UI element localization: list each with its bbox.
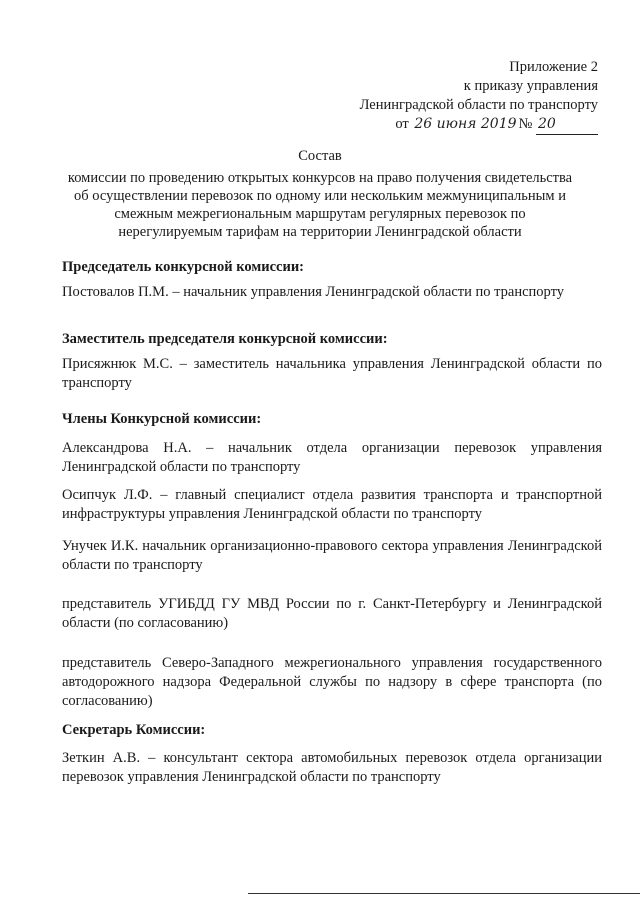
appendix-label: Приложение 2 bbox=[509, 59, 598, 75]
title-line-2: об осуществлении перевозок по одному или нескольким межмуниципальным и bbox=[74, 188, 566, 204]
member-5-text: представитель Северо-Западного межрегионального управления государственного автодорожного надзора Федеральной службы по надзору в сфере транспорта (по согласованию) bbox=[62, 655, 602, 709]
member-1-text: Александрова Н.А. – начальник отдела организации перевозок управления Ленинградской области по транспорту bbox=[62, 440, 602, 475]
appendix-order-ref: к приказу управления bbox=[463, 78, 598, 94]
title-line-3: смежным межрегиональным маршрутам регулярных перевозок по bbox=[114, 206, 526, 222]
member-2 bbox=[62, 486, 602, 524]
deputy-heading: Заместитель председателя конкурсной комиссии: bbox=[62, 331, 388, 347]
deputy-section bbox=[62, 330, 602, 393]
chairman-heading: Председатель конкурсной комиссии: bbox=[62, 259, 305, 275]
appendix-header bbox=[360, 58, 598, 135]
order-number-handwritten: 20 bbox=[538, 116, 556, 132]
document-title bbox=[40, 147, 600, 241]
chairman-text: Постовалов П.М. – начальник управления Ленинградской области по транспорту bbox=[62, 284, 564, 300]
member-4 bbox=[62, 595, 602, 633]
title-heading: Состав bbox=[298, 148, 342, 164]
title-line-1: комиссии по проведению открытых конкурсов на право получения свидетельства bbox=[67, 170, 573, 186]
members-heading: Члены Конкурсной комиссии: bbox=[62, 411, 262, 427]
member-4-text: представитель УГИБДД ГУ МВД России по г. Санкт-Петербургу и Ленинградской области (по согласованию) bbox=[62, 596, 602, 631]
members-section bbox=[62, 410, 602, 429]
secretary-section bbox=[62, 721, 602, 787]
member-3-text: Унучек И.К. начальник организационно-правового сектора управления Ленинградской области по транспорту bbox=[62, 538, 602, 573]
secretary-text: Зеткин А.В. – консультант сектора автомобильных перевозок отдела организации перевозок управления Ленинградской области по транспорту bbox=[62, 750, 602, 785]
member-5 bbox=[62, 654, 602, 711]
title-line-4: нерегулируемым тарифам на территории Ленинградской области bbox=[118, 224, 522, 240]
member-1 bbox=[62, 439, 602, 477]
chairman-section bbox=[62, 258, 602, 302]
bottom-rule bbox=[248, 893, 640, 894]
appendix-order-date-line bbox=[360, 115, 598, 135]
appendix-department: Ленинградской области по транспорту bbox=[359, 97, 598, 113]
secretary-heading: Секретарь Комиссии: bbox=[62, 722, 206, 738]
order-number-label: № bbox=[518, 116, 533, 132]
order-number-field bbox=[536, 115, 598, 135]
member-3 bbox=[62, 537, 602, 575]
deputy-text: Присяжнюк М.С. – заместитель начальника управления Ленинградской области по транспорту bbox=[62, 356, 602, 391]
order-date-handwritten: 26 июня 2019 bbox=[414, 116, 517, 132]
member-2-text: Осипчук Л.Ф. – главный специалист отдела развития транспорта и транспортной инфраструктуры управления Ленинградской области по транспорту bbox=[62, 487, 602, 522]
order-date-prefix: от bbox=[395, 116, 409, 132]
